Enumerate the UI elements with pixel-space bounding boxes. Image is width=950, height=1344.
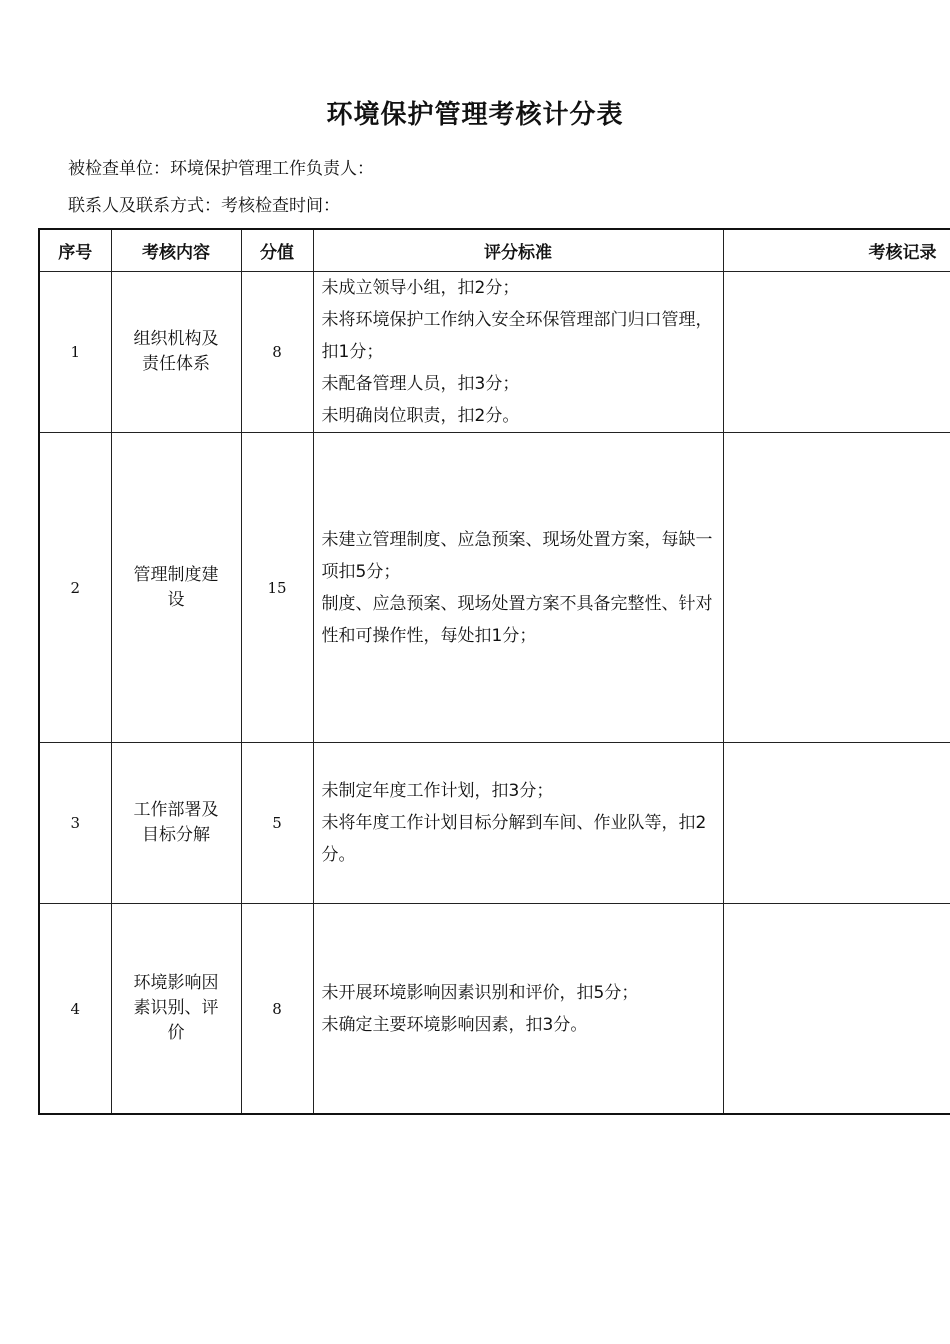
inspected-unit-line: 被检查单位：环境保护管理工作负责人： bbox=[68, 159, 374, 179]
row-points: 8 bbox=[241, 272, 313, 433]
header-points: 分值 bbox=[241, 229, 313, 272]
row-no: 3 bbox=[39, 743, 111, 904]
row-points: 8 bbox=[241, 904, 313, 1115]
row-item: 工作部署及目标分解 bbox=[111, 743, 241, 904]
criteria-line: 制度、应急预案、现场处置方案不具备完整性、针对性和可操作性，每处扣1分； bbox=[321, 593, 713, 646]
criteria-line: 未明确岗位职责，扣2分。 bbox=[321, 406, 520, 426]
contact-time-line: 联系人及联系方式：考核检查时间： bbox=[68, 196, 340, 216]
criteria-line: 未将环境保护工作纳入安全环保管理部门归口管理，扣1分； bbox=[321, 310, 713, 362]
row-item: 组织机构及责任体系 bbox=[111, 272, 241, 433]
header-item: 考核内容 bbox=[111, 229, 241, 272]
criteria-line: 未成立领导小组，扣2分； bbox=[321, 278, 520, 298]
row-criteria bbox=[313, 272, 723, 433]
table-row bbox=[39, 272, 950, 433]
table-row bbox=[39, 743, 950, 904]
table-header-row bbox=[39, 229, 950, 272]
page-title: 环境保护管理考核计分表 bbox=[326, 100, 624, 130]
row-record[interactable] bbox=[723, 272, 950, 433]
row-no: 4 bbox=[39, 904, 111, 1115]
row-points: 15 bbox=[241, 433, 313, 743]
row-criteria bbox=[313, 743, 723, 904]
row-criteria bbox=[313, 433, 723, 743]
row-record[interactable] bbox=[723, 433, 950, 743]
row-no: 2 bbox=[39, 433, 111, 743]
row-item: 管理制度建设 bbox=[111, 433, 241, 743]
criteria-line: 未配备管理人员，扣3分； bbox=[321, 374, 520, 394]
header-criteria: 评分标准 bbox=[313, 229, 723, 272]
criteria-line: 未将年度工作计划目标分解到车间、作业队等，扣2分。 bbox=[321, 813, 707, 865]
row-no: 1 bbox=[39, 272, 111, 433]
criteria-line: 未建立管理制度、应急预案、现场处置方案，每缺一项扣5分； bbox=[321, 529, 713, 582]
row-criteria bbox=[313, 904, 723, 1115]
score-table bbox=[38, 228, 950, 1115]
row-record[interactable] bbox=[723, 904, 950, 1115]
row-points: 5 bbox=[241, 743, 313, 904]
header-no: 序号 bbox=[39, 229, 111, 272]
row-item: 环境影响因素识别、评价 bbox=[111, 904, 241, 1115]
table-row bbox=[39, 904, 950, 1115]
table-row bbox=[39, 433, 950, 743]
criteria-line: 未制定年度工作计划，扣3分； bbox=[321, 781, 554, 801]
header-record: 考核记录 bbox=[723, 229, 950, 272]
criteria-line: 未开展环境影响因素识别和评价，扣5分； bbox=[321, 982, 639, 1003]
criteria-line: 未确定主要环境影响因素，扣3分。 bbox=[321, 1014, 588, 1035]
row-record[interactable] bbox=[723, 743, 950, 904]
